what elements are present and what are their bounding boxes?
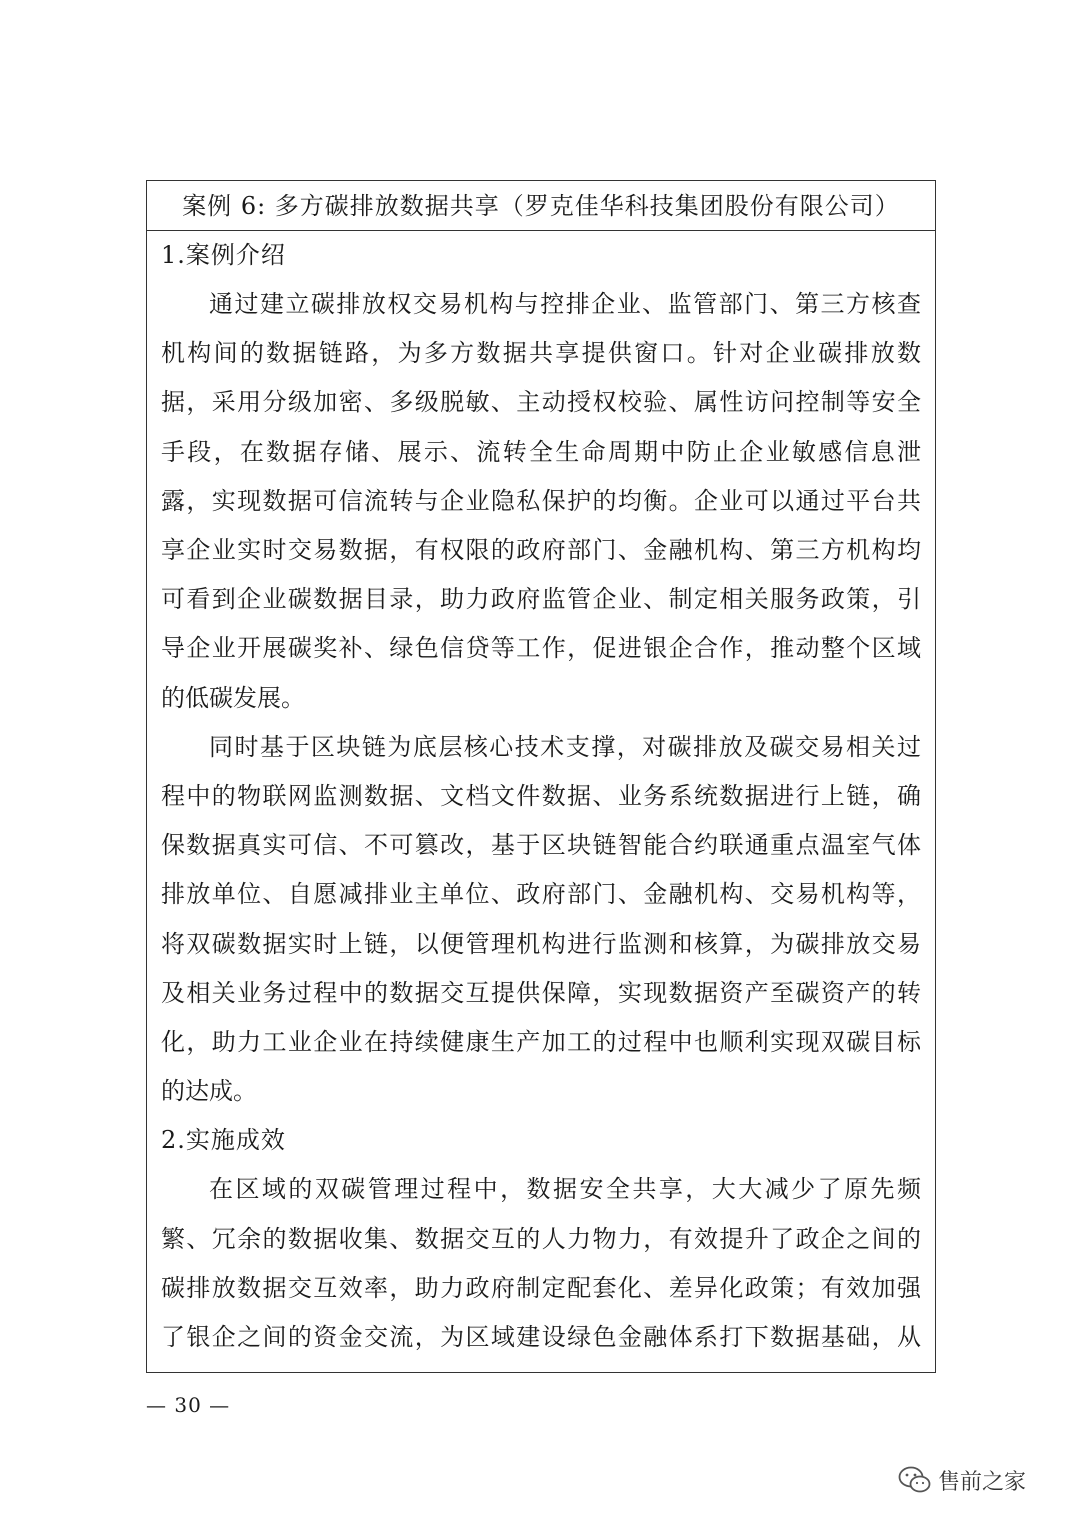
paragraph-intro-1 [161,280,921,723]
paragraph-intro-2 [161,723,921,1117]
text-line: 保数据真实可信、不可篡改，基于区块链智能合约联通重点温室气体 [161,831,921,860]
text-line: 手段，在数据存储、展示、流转全生命周期中防止企业敏感信息泄 [161,437,921,466]
text-line: 享企业实时交易数据，有权限的政府部门、金融机构、第三方机构均 [161,536,921,565]
text-line: 程中的物联网监测数据、文档文件数据、业务系统数据进行上链，确 [161,782,921,811]
text-line: 通过建立碳排放权交易机构与控排企业、监管部门、第三方核查 [209,290,921,318]
text-line: 露，实现数据可信流转与企业隐私保护的均衡。企业可以通过平台共 [161,486,921,515]
text-line: 导企业开展碳奖补、绿色信贷等工作，促进银企合作，推动整个区域 [161,634,921,663]
section-heading-results: 2.实施成效 [161,1126,286,1155]
paragraph-results-1 [161,1165,921,1362]
text-line: 可看到企业碳数据目录，助力政府监管企业、制定相关服务政策，引 [161,585,921,614]
text-line: 在区域的双碳管理过程中，数据安全共享，大大减少了原先频 [209,1175,921,1204]
watermark [898,1460,1026,1500]
page-number: — 30 — [146,1393,231,1417]
text-line: 的低碳发展。 [161,683,305,712]
text-line: 机构间的数据链路，为多方数据共享提供窗口。针对企业碳排放数 [161,339,921,368]
text-line: 化，助力工业企业在持续健康生产加工的过程中也顺利实现双碳目标 [161,1028,921,1057]
watermark-text: 售前之家 [938,1469,1027,1495]
text-line: 据，采用分级加密、多级脱敏、主动授权校验、属性访问控制等安全 [161,388,921,417]
text-line: 碳排放数据交互效率，助力政府制定配套化、差异化政策；有效加强 [161,1273,921,1302]
wechat-icon [898,1465,932,1495]
text-line: 将双碳数据实时上链，以便管理机构进行监测和核算，为碳排放交易 [161,929,921,958]
text-line: 繁、冗余的数据收集、数据交互的人力物力，有效提升了政企之间的 [161,1224,921,1253]
text-line: 及相关业务过程中的数据交互提供保障，实现数据资产至碳资产的转 [161,978,921,1007]
text-line: 同时基于区块链为底层核心技术支撑，对碳排放及碳交易相关过 [209,732,921,761]
text-line: 排放单位、自愿减排业主单位、政府部门、金融机构、交易机构等， [161,880,921,909]
case-box [146,180,936,1373]
text-line: 的达成。 [161,1077,257,1106]
case-title: 案例 6: 多方碳排放数据共享（罗克佳华科技集团股份有限公司） [147,181,935,231]
section-heading-intro: 1.案例介绍 [161,241,286,269]
text-line: 了银企之间的资金交流，为区域建设绿色金融体系打下数据基础，从 [161,1323,921,1352]
case-body [147,231,935,1362]
